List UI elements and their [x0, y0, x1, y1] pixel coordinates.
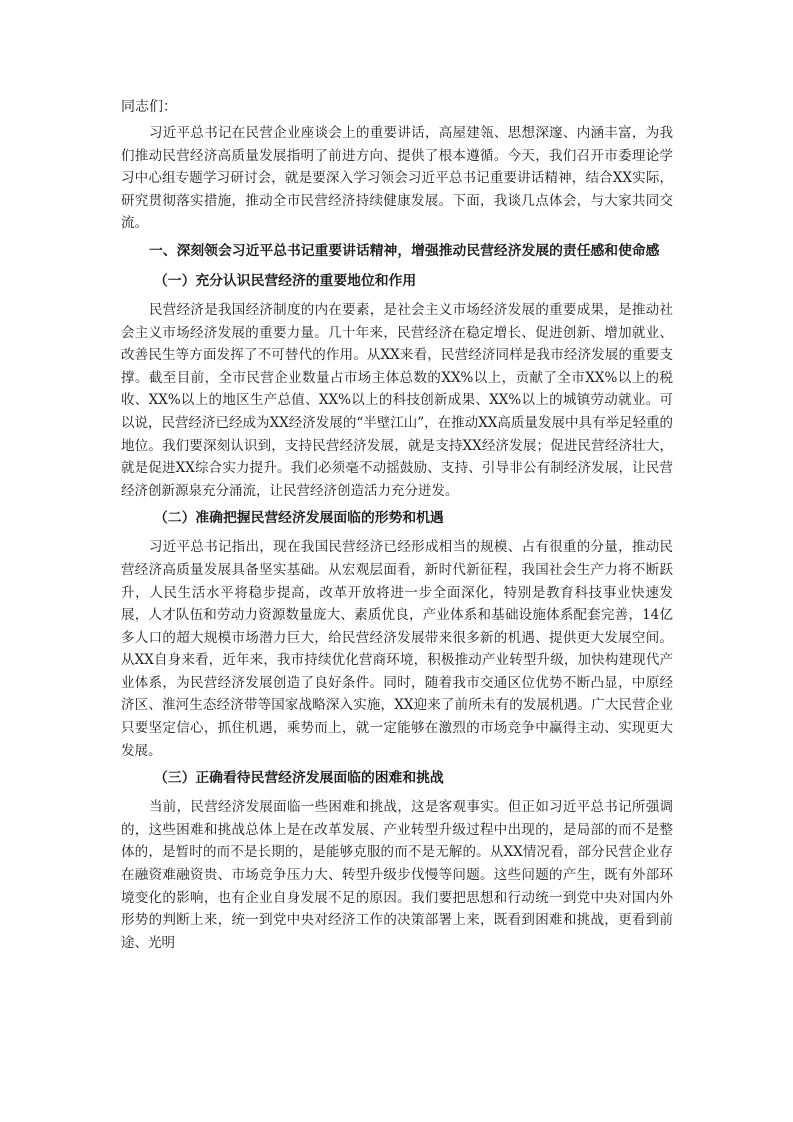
- subsection-3-paragraph: 当前，民营经济发展面临一些困难和挑战，这是客观事实。但正如习近平总书记所强调的，这些困难和挑战总体上是在改革发展、产业转型升级过程中出现的，是局部的而不是整体的，是暂时的而不是长期的，是能够克服的而不是无解的。从XX情况看，部分民营企业存在融资难融资贵、市场竞争压力大、转型升级步伐慢等问题。这些问题的产生，既有外部环境变化的影响，也有企业自身发展不足的原因。我们要把思想和行动统一到党中央对国内外形势的判断上来，统一到党中央对经济工作的决策部署上来，既看到困难和挑战，更看到前途、光明: [121, 799, 673, 951]
- intro-paragraph: 习近平总书记在民营企业座谈会上的重要讲话，高屋建瓴、思想深邃、内涵丰富，为我们推动民营经济高质量发展指明了前进方向、提供了根本遵循。今天，我们召开市委理论学习中心组专题学习研讨会，就是要深入学习领会习近平总书记重要讲话精神，结合XX实际，研究贯彻落实措施，推动全市民营经济持续健康发展。下面，我谈几点体会，与大家共同交流。: [121, 125, 673, 232]
- subsection-1-paragraph: 民营经济是我国经济制度的内在要素，是社会主义市场经济发展的重要成果，是推动社会主义市场经济发展的重要力量。几十年来，民营经济在稳定增长、促进创新、增加就业、改善民生等方面发挥了不可替代的作用。从XX来看，民营经济同样是我市经济发展的重要支撑。截至目前，全市民营企业数量占市场主体总数的XX%以上，贡献了全市XX%以上的税收、XX%以上的地区生产总值、XX%以上的科技创新成果、XX%以上的城镇劳动就业。可以说，民营经济已经成为XX经济发展的“半壁江山”，在推动XX高质量发展中具有举足轻重的地位。我们要深刻认识到，支持民营经济发展，就是支持XX经济发展；促进民营经济壮大，就是促进XX综合实力提升。我们必须毫不动摇鼓励、支持、引导非公有制经济发展，让民营经济创新源泉充分涌流，让民营经济创造活力充分迸发。: [121, 301, 673, 499]
- salutation: 同志们：: [121, 99, 177, 115]
- section-1-heading: 一、深刻领会习近平总书记重要讲话精神，增强推动民营经济发展的责任感和使命感: [149, 242, 660, 259]
- subsection-1-heading: （一）充分认识民营经济的重要地位和作用: [154, 272, 417, 289]
- document-page: [121, 96, 673, 959]
- subsection-3-heading: （三）正确看待民营经济发展面临的困难和挑战: [154, 770, 444, 787]
- subsection-2-heading: （二）准确把握民营经济发展面临的形势和机遇: [154, 510, 444, 527]
- subsection-2-paragraph: 习近平总书记指出，现在我国民营经济已经形成相当的规模、占有很重的分量，推动民营经济高质量发展具备坚实基础。从宏观层面看，新时代新征程，我国社会生产力将不断跃升，人民生活水平将稳步提高，改革开放将进一步全面深化，特别是教育科技事业快速发展，人才队伍和劳动力资源数量庞大、素质优良，产业体系和基础设施体系配套完善，14亿多人口的超大规模市场潜力巨大，给民营经济发展带来很多新的机遇、提供更大发展空间。从XX自身来看，近年来，我市持续优化营商环境，积极推动产业转型升级，加快构建现代产业体系，为民营经济发展创造了良好条件。同时，随着我市交通区位优势不断凸显，中原经济区、淮河生态经济带等国家战略深入实施，XX迎来了前所未有的发展机遇。广大民营企业只要坚定信心，抓住机遇，乘势而上，就一定能够在激烈的市场竞争中赢得主动、实现更大发展。: [121, 539, 673, 759]
